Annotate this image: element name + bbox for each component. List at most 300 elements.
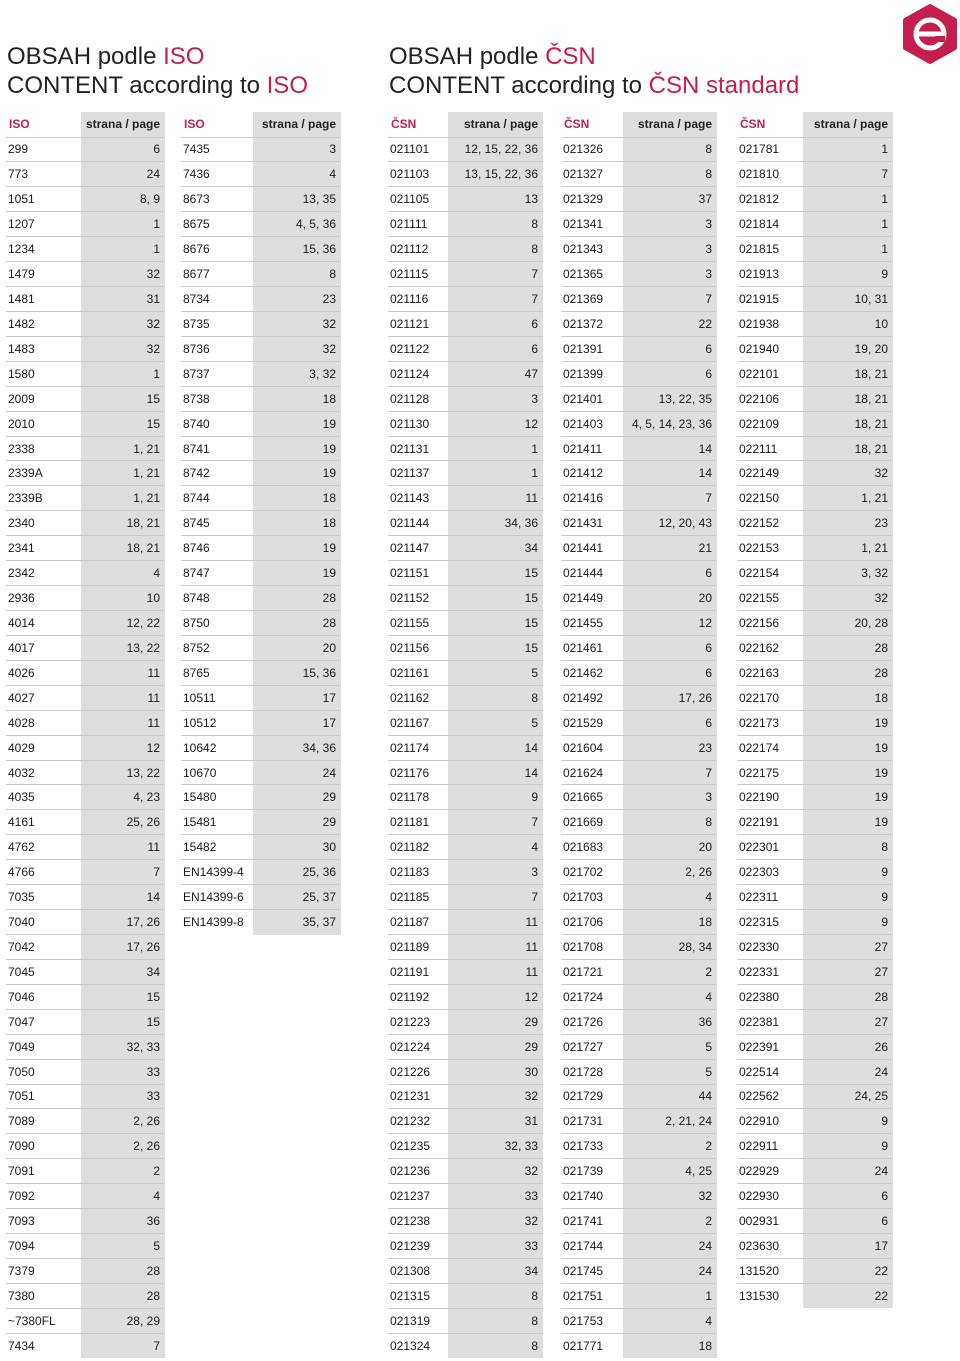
page-number-cell: 17	[253, 710, 341, 735]
table-row	[561, 760, 717, 785]
page-number-cell: 7	[81, 1333, 165, 1358]
table-row	[561, 287, 717, 312]
page-number-cell: 22	[803, 1258, 893, 1283]
standard-number-cell: 021144	[388, 511, 448, 536]
standard-number-cell: 7047	[6, 1009, 81, 1034]
table-row	[737, 910, 893, 935]
standard-number-cell: 7380	[6, 1283, 81, 1308]
page-number-cell: 8	[623, 162, 717, 187]
standard-number-cell: 021105	[388, 187, 448, 212]
page-number-cell: 1	[81, 212, 165, 237]
table-row	[388, 1283, 543, 1308]
table-row	[737, 1283, 893, 1308]
table-row	[181, 262, 341, 287]
standard-number-cell: 021147	[388, 536, 448, 561]
table-row	[6, 237, 165, 262]
page-number-cell: 24	[803, 1159, 893, 1184]
page-number-cell: 18, 21	[803, 411, 893, 436]
table-row	[737, 959, 893, 984]
table-row	[388, 959, 543, 984]
standard-number-cell: 021449	[561, 586, 623, 611]
standard-number-cell: 10642	[181, 735, 253, 760]
page-number-cell: 4, 25	[623, 1159, 717, 1184]
table-row	[388, 835, 543, 860]
table-row	[388, 910, 543, 935]
table-row	[737, 411, 893, 436]
table-row	[6, 760, 165, 785]
page-number-cell: 7	[623, 486, 717, 511]
table-row	[6, 586, 165, 611]
table-row	[388, 1009, 543, 1034]
table-row	[388, 635, 543, 660]
standard-number-cell: 2339B	[6, 486, 81, 511]
standard-number-cell: 7092	[6, 1184, 81, 1209]
page-number-cell: 9	[803, 910, 893, 935]
page-number-cell: 1	[448, 461, 543, 486]
page-number-cell: 15	[448, 561, 543, 586]
table-row	[6, 1184, 165, 1209]
standard-number-cell: 022174	[737, 735, 803, 760]
table-row	[388, 561, 543, 586]
page-number-cell: 19	[803, 735, 893, 760]
page-number-cell: 7	[448, 810, 543, 835]
table-row	[6, 785, 165, 810]
standard-number-cell: 4762	[6, 835, 81, 860]
standard-number-cell: 2340	[6, 511, 81, 536]
page-number-cell: 8	[448, 212, 543, 237]
standard-number-cell: 022175	[737, 760, 803, 785]
standard-number-cell: 021372	[561, 311, 623, 336]
standard-number-cell: 021444	[561, 561, 623, 586]
page-number-cell: 5	[623, 1059, 717, 1084]
page-number-cell: 20	[623, 586, 717, 611]
page-number-cell: 1	[803, 237, 893, 262]
standard-number-cell: 021231	[388, 1084, 448, 1109]
standard-number-cell: 021101	[388, 137, 448, 162]
standard-number-cell: 8741	[181, 436, 253, 461]
standard-number-cell: 021151	[388, 561, 448, 586]
standard-number-cell: 021624	[561, 760, 623, 785]
table-row	[6, 1234, 165, 1259]
table-row	[6, 187, 165, 212]
table-row	[561, 237, 717, 262]
page-number-cell: 32	[81, 336, 165, 361]
page-number-cell: 18	[623, 1333, 717, 1358]
table-row	[737, 1109, 893, 1134]
standard-number-cell: 021604	[561, 735, 623, 760]
table-row	[388, 685, 543, 710]
iso-heading-line1: OBSAH podle ISO	[7, 43, 205, 70]
page-number-cell: 18, 21	[81, 536, 165, 561]
table-row	[388, 1134, 543, 1159]
page-number-cell: 32	[81, 262, 165, 287]
csn-index-table-2	[561, 112, 717, 1358]
standard-number-cell: 022930	[737, 1184, 803, 1209]
table-header-row	[737, 112, 893, 137]
table-row	[6, 1283, 165, 1308]
page-number-cell: 3	[253, 137, 341, 162]
standard-number-cell: 8750	[181, 611, 253, 636]
standard-number-cell: 7435	[181, 137, 253, 162]
page-number-cell: 34	[448, 1258, 543, 1283]
standard-number-cell: 15480	[181, 785, 253, 810]
standard-number-cell: EN14399-6	[181, 885, 253, 910]
table-row	[737, 635, 893, 660]
page-number-cell: 2, 26	[81, 1134, 165, 1159]
table-row	[181, 660, 341, 685]
standard-number-cell: 021237	[388, 1184, 448, 1209]
table-row	[561, 486, 717, 511]
standard-number-cell: 1051	[6, 187, 81, 212]
page-number-cell: 11	[448, 935, 543, 960]
table-row	[6, 162, 165, 187]
standard-number-cell: 021399	[561, 361, 623, 386]
page-number-cell: 3	[448, 386, 543, 411]
page-number-cell: 32	[623, 1184, 717, 1209]
table-row	[6, 461, 165, 486]
table-row	[388, 162, 543, 187]
standard-number-cell: 021703	[561, 885, 623, 910]
table-row	[561, 436, 717, 461]
page-number-cell: 15	[81, 411, 165, 436]
standard-number-cell: 021708	[561, 935, 623, 960]
table-row	[388, 187, 543, 212]
page-number-cell: 3	[623, 212, 717, 237]
page-number-cell: 33	[448, 1184, 543, 1209]
page-number-cell: 2	[81, 1159, 165, 1184]
table-row	[388, 984, 543, 1009]
table-row	[6, 885, 165, 910]
table-row	[6, 536, 165, 561]
page-number-cell: 2, 26	[81, 1109, 165, 1134]
page-number-cell: 2	[623, 1209, 717, 1234]
standard-number-cell: 8736	[181, 336, 253, 361]
table-row	[6, 1308, 165, 1333]
standard-number-cell: 7042	[6, 935, 81, 960]
standard-number-cell: 021369	[561, 287, 623, 312]
iso-column-header: ISO	[6, 112, 81, 137]
table-row	[561, 1134, 717, 1159]
standard-number-cell: 2010	[6, 411, 81, 436]
page-number-cell: 13, 22	[81, 760, 165, 785]
standard-number-cell: 021176	[388, 760, 448, 785]
table-row	[388, 885, 543, 910]
page-number-cell: 15	[81, 984, 165, 1009]
page-number-cell: 15	[81, 386, 165, 411]
standard-number-cell: 021343	[561, 237, 623, 262]
table-row	[737, 436, 893, 461]
table-row	[561, 561, 717, 586]
page-number-cell: 35, 37	[253, 910, 341, 935]
page-number-cell: 24	[81, 162, 165, 187]
table-row	[561, 187, 717, 212]
standard-number-cell: 021124	[388, 361, 448, 386]
standard-number-cell: 021702	[561, 860, 623, 885]
table-row	[737, 1258, 893, 1283]
page-number-cell: 1, 21	[803, 486, 893, 511]
standard-number-cell: 022156	[737, 611, 803, 636]
standard-number-cell: 2338	[6, 436, 81, 461]
page-number-cell: 7	[623, 760, 717, 785]
table-row	[388, 1308, 543, 1333]
table-row	[6, 486, 165, 511]
page-number-cell: 8	[448, 237, 543, 262]
standard-number-cell: 021726	[561, 1009, 623, 1034]
standard-number-cell: 021391	[561, 336, 623, 361]
table-row	[737, 262, 893, 287]
page-number-cell: 12	[448, 984, 543, 1009]
table-row	[737, 611, 893, 636]
table-row	[388, 1034, 543, 1059]
page-number-cell: 29	[448, 1034, 543, 1059]
table-row	[6, 436, 165, 461]
table-row	[561, 935, 717, 960]
page-number-cell: 4	[623, 885, 717, 910]
table-row	[561, 1258, 717, 1283]
table-row	[388, 137, 543, 162]
page-number-cell: 34	[81, 959, 165, 984]
standard-number-cell: 021187	[388, 910, 448, 935]
standard-number-cell: 023630	[737, 1234, 803, 1259]
standard-number-cell: 021111	[388, 212, 448, 237]
table-row	[561, 162, 717, 187]
page-number-cell: 6	[803, 1209, 893, 1234]
page-number-cell: 19	[253, 411, 341, 436]
page-number-cell: 36	[81, 1209, 165, 1234]
page-number-cell: 32	[803, 586, 893, 611]
table-row	[561, 860, 717, 885]
table-row	[181, 361, 341, 386]
page-number-cell: 10	[803, 311, 893, 336]
page-number-cell: 7	[81, 860, 165, 885]
csn-column-header: ČSN	[561, 112, 623, 137]
standard-number-cell: 021739	[561, 1159, 623, 1184]
table-row	[6, 287, 165, 312]
table-row	[181, 187, 341, 212]
table-row	[737, 1084, 893, 1109]
page-number-cell: 47	[448, 361, 543, 386]
standard-number-cell: 021815	[737, 237, 803, 262]
page-number-cell: 5	[623, 1034, 717, 1059]
standard-number-cell: 002931	[737, 1209, 803, 1234]
page-number-cell: 29	[448, 1009, 543, 1034]
page-number-cell: 8	[448, 1308, 543, 1333]
standard-number-cell: 022929	[737, 1159, 803, 1184]
page-number-cell: 1	[81, 237, 165, 262]
table-row	[388, 760, 543, 785]
table-row	[388, 810, 543, 835]
table-row	[561, 1084, 717, 1109]
table-row	[388, 935, 543, 960]
table-row	[6, 361, 165, 386]
table-row	[388, 486, 543, 511]
page-number-cell: 24	[803, 1059, 893, 1084]
standard-number-cell: 8748	[181, 586, 253, 611]
standard-number-cell: 8752	[181, 635, 253, 660]
table-row	[388, 1209, 543, 1234]
standard-number-cell: 7046	[6, 984, 81, 1009]
page-number-cell: 11	[81, 685, 165, 710]
table-row	[561, 212, 717, 237]
table-row	[6, 935, 165, 960]
table-row	[561, 660, 717, 685]
standard-number-cell: 021191	[388, 959, 448, 984]
table-row	[561, 1009, 717, 1034]
standard-number-cell: 021913	[737, 262, 803, 287]
table-row	[388, 660, 543, 685]
table-row	[388, 262, 543, 287]
page-number-cell: 14	[623, 461, 717, 486]
standard-number-cell: 021740	[561, 1184, 623, 1209]
page-number-cell: 18	[253, 511, 341, 536]
table-row	[388, 361, 543, 386]
table-header-row	[181, 112, 341, 137]
table-row	[737, 760, 893, 785]
page-number-cell: 1, 21	[803, 536, 893, 561]
standard-number-cell: 021683	[561, 835, 623, 860]
standard-number-cell: 8746	[181, 536, 253, 561]
page-number-cell: 3	[448, 860, 543, 885]
table-row	[737, 1234, 893, 1259]
standard-number-cell: 022163	[737, 660, 803, 685]
table-row	[737, 1059, 893, 1084]
standard-number-cell: 021669	[561, 810, 623, 835]
standard-number-cell: 2009	[6, 386, 81, 411]
standard-number-cell: 021401	[561, 386, 623, 411]
standard-number-cell: 4014	[6, 611, 81, 636]
standard-number-cell: 021115	[388, 262, 448, 287]
standard-number-cell: 021143	[388, 486, 448, 511]
page-number-cell: 25, 36	[253, 860, 341, 885]
page-number-cell: 8	[803, 835, 893, 860]
standard-number-cell: 773	[6, 162, 81, 187]
standard-number-cell: 8744	[181, 486, 253, 511]
standard-number-cell: 4029	[6, 735, 81, 760]
standard-number-cell: 022149	[737, 461, 803, 486]
table-row	[561, 511, 717, 536]
standard-number-cell: 021741	[561, 1209, 623, 1234]
page-number-cell: 28	[803, 635, 893, 660]
standard-number-cell: 021178	[388, 785, 448, 810]
table-row	[6, 386, 165, 411]
table-row	[737, 1134, 893, 1159]
standard-number-cell: 021403	[561, 411, 623, 436]
table-row	[6, 1084, 165, 1109]
standard-number-cell: 8675	[181, 212, 253, 237]
page-number-cell: 19	[803, 760, 893, 785]
table-row	[737, 386, 893, 411]
page-number-cell: 8	[623, 137, 717, 162]
page-number-cell: 15	[81, 1009, 165, 1034]
page-number-cell: 28	[253, 611, 341, 636]
page-number-cell: 12	[623, 611, 717, 636]
standard-number-cell: 8735	[181, 311, 253, 336]
table-row	[6, 611, 165, 636]
table-row	[737, 561, 893, 586]
standard-number-cell: 021341	[561, 212, 623, 237]
table-row	[561, 735, 717, 760]
page-number-cell: 7	[623, 287, 717, 312]
standard-number-cell: 022101	[737, 361, 803, 386]
table-row	[388, 710, 543, 735]
standard-number-cell: 15481	[181, 810, 253, 835]
table-row	[6, 1209, 165, 1234]
standard-number-cell: 021411	[561, 436, 623, 461]
standard-number-cell: 021236	[388, 1159, 448, 1184]
standard-number-cell: 021189	[388, 935, 448, 960]
standard-number-cell: 8677	[181, 262, 253, 287]
standard-number-cell: 7434	[6, 1333, 81, 1358]
table-row	[181, 611, 341, 636]
page-number-cell: 19	[803, 785, 893, 810]
standard-number-cell: 15482	[181, 835, 253, 860]
table-row	[561, 262, 717, 287]
table-row	[6, 336, 165, 361]
table-row	[6, 910, 165, 935]
page-number-cell: 6	[803, 1184, 893, 1209]
table-row	[737, 685, 893, 710]
standard-number-cell: 022173	[737, 710, 803, 735]
table-row	[561, 959, 717, 984]
standard-number-cell: 021137	[388, 461, 448, 486]
standard-number-cell: 021156	[388, 635, 448, 660]
standard-number-cell: 4032	[6, 760, 81, 785]
table-row	[181, 137, 341, 162]
page-number-cell: 32, 33	[81, 1034, 165, 1059]
page-number-cell: 1, 21	[81, 486, 165, 511]
page-number-cell: 6	[81, 137, 165, 162]
page-number-cell: 13, 35	[253, 187, 341, 212]
page-number-cell: 12, 20, 43	[623, 511, 717, 536]
page-column-header: strana / page	[81, 112, 165, 137]
table-row	[6, 212, 165, 237]
page-number-cell: 7	[803, 162, 893, 187]
table-row	[181, 486, 341, 511]
table-row	[181, 162, 341, 187]
standard-number-cell: 021729	[561, 1084, 623, 1109]
table-row	[388, 411, 543, 436]
page-number-cell: 19	[253, 436, 341, 461]
page-number-cell: 19	[803, 710, 893, 735]
table-row	[737, 162, 893, 187]
page-number-cell: 32	[253, 336, 341, 361]
standard-number-cell: 4027	[6, 685, 81, 710]
table-row	[737, 860, 893, 885]
table-row	[561, 411, 717, 436]
standard-number-cell: 7091	[6, 1159, 81, 1184]
page-number-cell: 34, 36	[253, 735, 341, 760]
standard-number-cell: 131520	[737, 1258, 803, 1283]
table-row	[181, 237, 341, 262]
page-number-cell: 6	[623, 561, 717, 586]
page-column-header: strana / page	[803, 112, 893, 137]
standard-number-cell: 021161	[388, 660, 448, 685]
page-number-cell: 18, 21	[803, 361, 893, 386]
page-number-cell: 3	[623, 262, 717, 287]
table-row	[181, 287, 341, 312]
table-row	[388, 511, 543, 536]
page-number-cell: 19	[253, 536, 341, 561]
standard-number-cell: 021232	[388, 1109, 448, 1134]
standard-number-cell: 1482	[6, 311, 81, 336]
table-row	[181, 311, 341, 336]
page-number-cell: 8	[253, 262, 341, 287]
table-row	[737, 237, 893, 262]
table-row	[6, 511, 165, 536]
standard-number-cell: 021239	[388, 1234, 448, 1259]
iso-index-table-1	[6, 112, 165, 1358]
standard-number-cell: 021174	[388, 735, 448, 760]
